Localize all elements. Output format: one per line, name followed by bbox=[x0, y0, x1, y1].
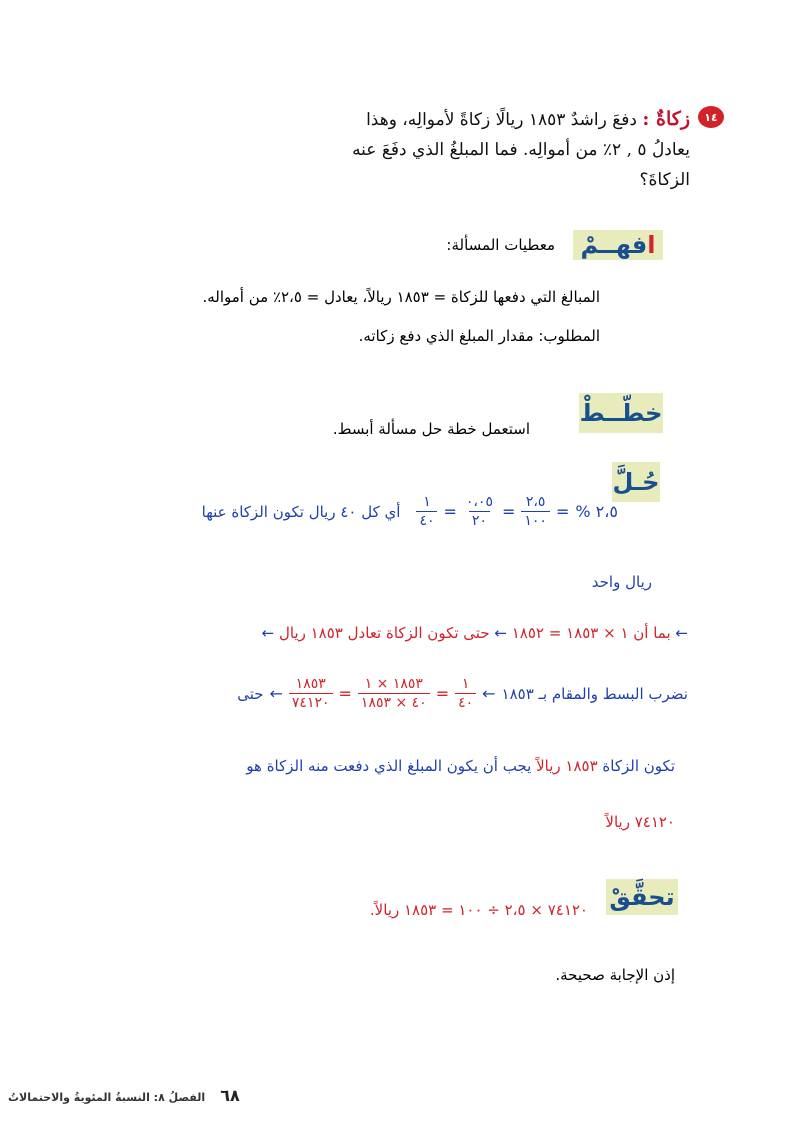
eq-sign: = bbox=[555, 502, 570, 521]
arrow-icon: ← bbox=[261, 624, 275, 642]
check-text: ٧٤١٢٠ × ٢،٥ ÷ ١٠٠ = ١٨٥٣ ريالاً. bbox=[369, 901, 588, 919]
solve-line4-b: ١٨٥٣ ريالاً bbox=[536, 757, 598, 775]
solve-line-3 bbox=[237, 675, 688, 712]
plan-tag: خطّــطْ bbox=[579, 393, 663, 433]
check-tag: تحقَّقْ bbox=[606, 879, 678, 915]
fraction-b: $\frac{١٨٥٣ \times ١}{٤٠ \times ١٨٥٣}$ bbox=[358, 675, 430, 712]
eq-sign: = bbox=[338, 684, 352, 703]
fraction-c: $\frac{١٨٥٣}{٧٤١٢٠}$ bbox=[289, 675, 333, 712]
problem-term: زكاةٌ : bbox=[642, 108, 690, 130]
solve-line3-end: حتى bbox=[237, 684, 264, 703]
page-footer bbox=[8, 1086, 240, 1105]
fraction-3: $\frac{١}{٤٠}$ bbox=[416, 493, 437, 530]
arrow-icon: ← bbox=[494, 624, 507, 642]
fraction-a: $\frac{١}{٤٠}$ bbox=[455, 675, 476, 712]
eq-sign: = bbox=[443, 502, 457, 521]
understand-tag-first-letter: ا bbox=[647, 231, 656, 259]
solve-line2-prefix: بما أن ١ × ١٨٥٣ = ١٨٥٢ bbox=[511, 624, 671, 642]
arrow-icon: ← bbox=[482, 684, 496, 703]
solve-line-4 bbox=[246, 757, 675, 775]
understand-tag bbox=[573, 230, 663, 260]
solve-line4-a: تكون الزكاة bbox=[602, 757, 675, 775]
conclusion-text: إذن الإجابة صحيحة. bbox=[555, 966, 675, 984]
problem-line-2: يعادلُ ٥ , ٢٪ من أموالِه. فما المبلغُ الذي دفَعَ عنه bbox=[352, 140, 690, 160]
fraction-1: $\frac{٢،٥}{١٠٠}$ bbox=[521, 493, 550, 530]
solve-line2-middle: حتى تكون الزكاة تعادل ١٨٥٣ ريال bbox=[278, 624, 490, 642]
chapter-title: الفصلُ ٨: النسبةُ المئويةُ والاحتمالاتُ bbox=[8, 1091, 206, 1104]
arrow-icon: ← bbox=[269, 684, 283, 703]
fraction-2: $\frac{٠،٠٥}{٢٠}$ bbox=[465, 494, 493, 529]
given-label: معطيات المسألة: bbox=[446, 236, 555, 254]
solve-tag: حُـلَّ bbox=[612, 462, 660, 502]
understand-tag-rest: فهــمْ bbox=[580, 231, 648, 259]
solve-line-5: ٧٤١٢٠ ريالاً bbox=[605, 813, 675, 831]
solve-line4-c: يجب أن يكون المبلغ الذي دفعت منه الزكاة هو bbox=[246, 757, 532, 775]
problem-line-1 bbox=[130, 104, 690, 135]
percent-lhs: ٢،٥ % bbox=[575, 502, 618, 521]
solve-equation-1 bbox=[202, 493, 618, 530]
problem-number-badge: ١٤ bbox=[698, 106, 724, 128]
eq-sign: = bbox=[501, 502, 516, 521]
eq-sign: = bbox=[435, 684, 450, 703]
problem-statement bbox=[130, 104, 718, 195]
problem-line-3: الزكاةَ؟ bbox=[639, 170, 690, 190]
given-text: المبالغ التي دفعها للزكاة = ١٨٥٣ ريالاً، يعادل = ٢،٥٪ من أمواله. bbox=[202, 288, 600, 306]
plan-text: استعمل خطة حل مسألة أبسط. bbox=[332, 420, 530, 438]
problem-text-1: دفعَ راشدٌ ١٨٥٣ ريالًا زكاةً لأموالِه، وهذا bbox=[366, 110, 637, 130]
arrow-icon: ← bbox=[675, 624, 688, 642]
solve-line3-text: نضرب البسط والمقام بـ ١٨٥٣ bbox=[501, 684, 688, 703]
page-number: ٦٨ bbox=[220, 1086, 240, 1105]
required-text: المطلوب: مقدار المبلغ الذي دفع زكاته. bbox=[358, 327, 600, 345]
solve-line-2 bbox=[262, 624, 688, 642]
solve-line1-text: أي كل ٤٠ ريال تكون الزكاة عنها bbox=[201, 502, 401, 521]
solve-line1-continuation: ريال واحد bbox=[591, 573, 652, 591]
